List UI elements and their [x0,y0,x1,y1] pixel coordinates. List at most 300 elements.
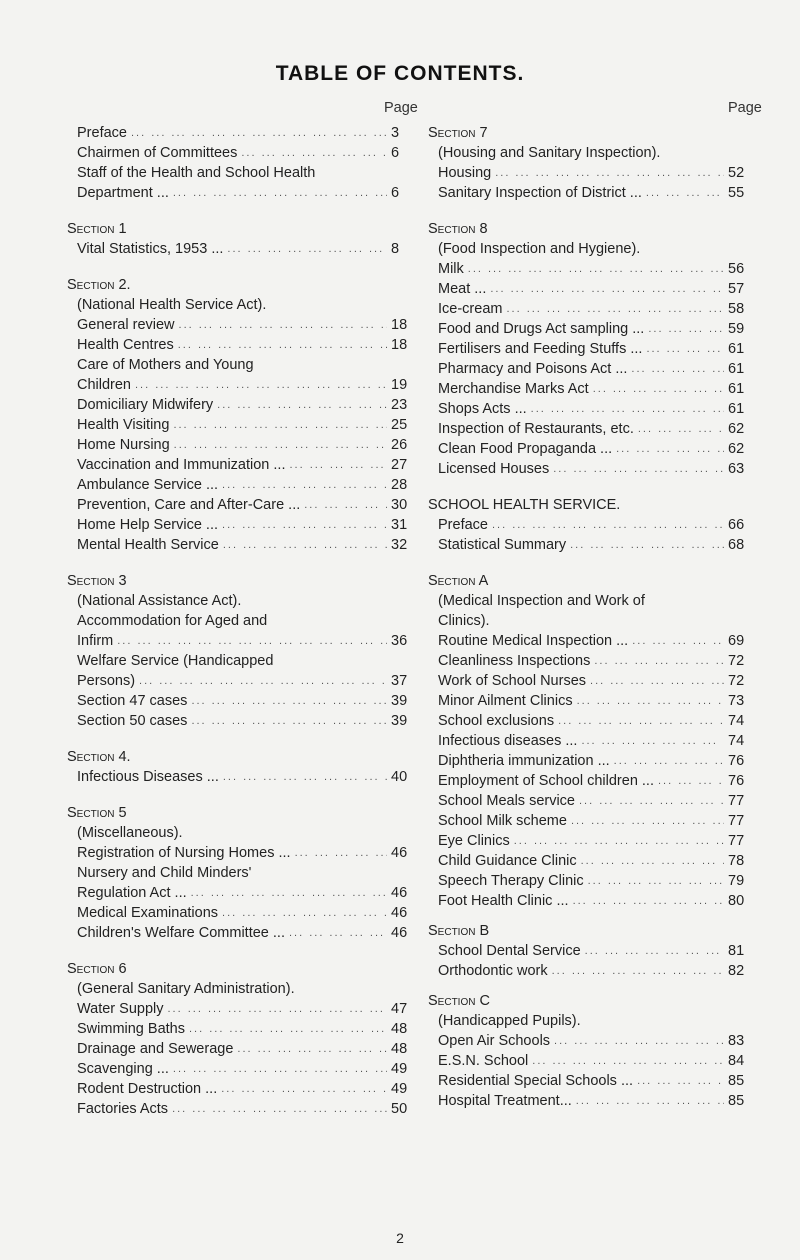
toc-entry-label: Food and Drugs Act sampling ... [438,321,645,337]
dot-leader [178,335,387,355]
dot-leader [174,435,387,455]
toc-entry[interactable] [428,1071,754,1091]
section-heading: Section 3 [67,573,127,589]
toc-left-column [67,123,417,1119]
toc-entry[interactable] [428,811,754,831]
toc-entry[interactable] [428,651,754,671]
toc-entry-page: 76 [728,773,745,789]
toc-entry-page: 36 [391,633,408,649]
toc-entry-page: 76 [728,753,745,769]
section-heading: Section 4. [67,749,131,765]
toc-entry-label: Fertilisers and Feeding Stuffs ... [438,341,643,357]
toc-entry[interactable] [428,459,754,479]
toc-entry-page: 18 [391,317,408,333]
toc-entry-page: 27 [391,457,408,473]
dot-leader [289,455,387,475]
toc-entry[interactable] [67,475,417,495]
toc-entry-label: Sanitary Inspection of District ... [438,185,642,201]
dot-leader [304,495,387,515]
spacer [67,555,417,571]
toc-entry-label: Hospital Treatment... [438,1093,572,1109]
dot-leader [191,711,387,731]
dot-leader [585,941,724,961]
dot-leader [222,903,387,923]
toc-entry-page: 72 [728,673,745,689]
toc-entry-page: 46 [391,845,408,861]
toc-entry-label: Health Visiting [77,417,170,433]
toc-entry-page: 3 [391,125,400,141]
toc-entry-label: Meat ... [438,281,487,297]
toc-entry-page: 52 [728,165,745,181]
toc-entry[interactable] [428,419,754,439]
toc-entry-label: Children's Welfare Committee ... [77,925,285,941]
dot-leader [576,1091,724,1111]
toc-entry[interactable] [67,315,417,335]
toc-entry[interactable] [428,691,754,711]
dot-leader [237,1039,387,1059]
toc-entry-label: Home Help Service ... [77,517,219,533]
toc-entry[interactable] [428,961,754,981]
toc-entry[interactable] [67,1059,417,1079]
toc-entry[interactable] [428,771,754,791]
dot-leader [658,771,724,791]
toc-entry[interactable] [428,631,754,651]
toc-subheading: Staff of the Health and School Health [77,165,316,181]
toc-entry[interactable] [67,767,417,787]
dot-leader [590,671,724,691]
toc-entry-page: 39 [391,693,408,709]
spacer [428,555,754,571]
toc-entry-page: 46 [391,885,408,901]
toc-entry-page: 74 [728,733,745,749]
toc-entry[interactable] [67,375,417,395]
dot-leader [614,751,724,771]
toc-entry-label: Health Centres [77,337,174,353]
toc-entry[interactable] [428,379,754,399]
section-heading: Section 8 [428,221,488,237]
dot-leader [573,891,724,911]
dot-leader [173,183,387,203]
toc-entry-label: Employment of School children ... [438,773,654,789]
dot-leader [648,319,724,339]
toc-entry-label: Diphtheria immunization ... [438,753,610,769]
toc-entry-label: E.S.N. School [438,1053,529,1069]
toc-entry[interactable] [67,435,417,455]
toc-entry-page: 8 [391,241,400,257]
toc-entry-label: Department ... [77,185,169,201]
toc-entry-label: Preface [77,125,127,141]
section-heading: Section 1 [67,221,127,237]
toc-entry-label: Eye Clinics [438,833,510,849]
toc-entry-label: Minor Ailment Clinics [438,693,573,709]
toc-entry-label: Open Air Schools [438,1033,551,1049]
toc-entry-page: 85 [728,1093,745,1109]
dot-leader [514,831,724,851]
toc-entry-label: Factories Acts [77,1101,169,1117]
toc-entry[interactable] [67,239,417,259]
part-heading: SCHOOL HEALTH SERVICE. [428,497,621,513]
dot-leader [223,535,387,555]
toc-subheading: Clinics). [438,613,490,629]
toc-entry[interactable] [67,535,417,555]
dot-leader [179,315,387,335]
toc-entry-page: 31 [391,517,408,533]
toc-entry-page: 74 [728,713,745,729]
section-heading: Section 5 [67,805,127,821]
toc-entry-label: Clean Food Propaganda ... [438,441,613,457]
toc-subheading: Care of Mothers and Young [77,357,254,373]
toc-entry-page: 56 [728,261,745,277]
spacer [428,981,754,991]
toc-entry-page: 47 [391,1001,408,1017]
toc-entry[interactable] [428,183,754,203]
toc-entry-label: Orthodontic work [438,963,548,979]
toc-entry-label: Section 47 cases [77,693,188,709]
toc-entry-page: 48 [391,1041,408,1057]
toc-entry-page: 18 [391,337,408,353]
toc-entry[interactable] [428,299,754,319]
toc-entry-page: 19 [391,377,408,393]
dot-leader [637,1071,724,1091]
toc-entry-page: 83 [728,1033,745,1049]
toc-entry-label: Foot Health Clinic ... [438,893,569,909]
dot-leader [289,923,387,943]
toc-subheading: Accommodation for Aged and [77,613,268,629]
right-page-column-header: Page [728,100,762,116]
toc-subheading: (National Health Service Act). [77,297,267,313]
dot-leader [168,999,388,1019]
toc-subheading: (Miscellaneous). [77,825,183,841]
dot-leader [581,851,724,871]
dot-leader [588,871,724,891]
toc-entry-label: Scavenging ... [77,1061,169,1077]
dot-leader [135,375,387,395]
toc-entry-page: 77 [728,793,745,809]
toc-entry-page: 59 [728,321,745,337]
dot-leader [570,535,724,555]
toc-entry[interactable] [428,1031,754,1051]
dot-leader [631,359,724,379]
dot-leader [241,143,387,163]
section-heading: Section A [428,573,489,589]
toc-entry[interactable] [428,751,754,771]
toc-entry-label: School Milk scheme [438,813,567,829]
toc-entry-label: Water Supply [77,1001,164,1017]
toc-entry-page: 25 [391,417,408,433]
dot-leader [189,1019,387,1039]
toc-entry[interactable] [67,883,417,903]
toc-entry-page: 40 [391,769,408,785]
toc-entry-label: Vital Statistics, 1953 ... [77,241,224,257]
spacer [67,259,417,275]
toc-entry-label: School exclusions [438,713,555,729]
toc-entry[interactable] [67,455,417,475]
toc-entry[interactable] [428,1051,754,1071]
section-heading: Section 7 [428,125,488,141]
toc-entry[interactable] [428,163,754,183]
toc-entry-label: Merchandise Marks Act [438,381,589,397]
dot-leader [227,239,387,259]
toc-entry-label: Persons) [77,673,136,689]
toc-entry-page: 84 [728,1053,745,1069]
toc-right-column [428,123,754,1111]
toc-entry-label: Drainage and Sewerage [77,1041,234,1057]
dot-leader [532,1051,724,1071]
dot-leader [217,395,387,415]
dot-leader [554,1031,724,1051]
spacer [428,911,754,921]
spacer [67,203,417,219]
toc-entry-page: 46 [391,905,408,921]
toc-entry-label: Statistical Summary [438,537,567,553]
toc-entry[interactable] [428,831,754,851]
dot-leader [594,651,724,671]
toc-entry-label: Medical Examinations [77,905,219,921]
toc-entry-label: Residential Special Schools ... [438,1073,634,1089]
toc-entry-label: Work of School Nurses [438,673,587,689]
dot-leader [221,1079,387,1099]
toc-entry-page: 6 [391,185,400,201]
dot-leader [131,123,387,143]
toc-entry-label: Swimming Baths [77,1021,185,1037]
toc-subheading: (Food Inspection and Hygiene). [438,241,641,257]
dot-leader [495,163,724,183]
dot-leader [558,711,724,731]
toc-entry[interactable] [67,691,417,711]
toc-entry[interactable] [428,671,754,691]
toc-entry-label: Infirm [77,633,114,649]
dot-leader [553,459,724,479]
toc-entry[interactable] [428,791,754,811]
page-number: 2 [396,1230,404,1246]
toc-entry[interactable] [428,515,754,535]
toc-entry-label: General review [77,317,175,333]
toc-entry[interactable] [67,923,417,943]
toc-entry[interactable] [428,319,754,339]
toc-entry[interactable] [428,359,754,379]
dot-leader [506,299,724,319]
toc-entry[interactable] [67,495,417,515]
toc-entry-label: Chairmen of Committees [77,145,238,161]
dot-leader [295,843,387,863]
toc-entry-label: Licensed Houses [438,461,550,477]
toc-entry-page: 68 [728,537,745,553]
toc-entry-page: 48 [391,1021,408,1037]
toc-entry[interactable] [67,1019,417,1039]
toc-entry-label: Mental Health Service [77,537,219,553]
toc-entry[interactable] [67,1039,417,1059]
toc-entry[interactable] [428,259,754,279]
toc-entry-label: Domiciliary Midwifery [77,397,214,413]
toc-subheading: (Medical Inspection and Work of [438,593,645,609]
toc-entry-page: 50 [391,1101,408,1117]
toc-entry[interactable] [428,279,754,299]
toc-entry-label: Shops Acts ... [438,401,527,417]
left-page-column-header: Page [384,100,418,116]
toc-entry[interactable] [67,631,417,651]
toc-entry-page: 58 [728,301,745,317]
toc-entry-page: 39 [391,713,408,729]
dot-leader [222,515,387,535]
toc-entry[interactable] [67,123,417,143]
toc-entry[interactable] [67,671,417,691]
toc-entry-label: Regulation Act ... [77,885,187,901]
toc-entry-page: 55 [728,185,745,201]
dot-leader [577,691,724,711]
toc-entry-page: 62 [728,421,745,437]
toc-entry-page: 61 [728,381,745,397]
page-title: TABLE OF CONTENTS. [275,62,525,85]
toc-entry-label: Milk [438,261,464,277]
toc-entry-page: 66 [728,517,745,533]
toc-entry-page: 32 [391,537,408,553]
toc-entry-page: 26 [391,437,408,453]
toc-entry-label: Routine Medical Inspection ... [438,633,629,649]
toc-entry-label: Speech Therapy Clinic [438,873,584,889]
toc-entry-label: Pharmacy and Poisons Act ... [438,361,628,377]
toc-entry-label: Infectious diseases ... [438,733,578,749]
toc-entry-page: 37 [391,673,408,689]
toc-entry-page: 79 [728,873,745,889]
toc-entry-page: 80 [728,893,745,909]
toc-entry-label: Prevention, Care and After-Care ... [77,497,301,513]
dot-leader [581,731,724,751]
dot-leader [139,671,387,691]
dot-leader [492,515,724,535]
toc-entry-label: Rodent Destruction ... [77,1081,218,1097]
toc-entry-label: Children [77,377,131,393]
toc-entry-page: 28 [391,477,408,493]
toc-entry-label: Home Nursing [77,437,170,453]
toc-entry-page: 30 [391,497,408,513]
dot-leader [223,767,387,787]
toc-entry[interactable] [428,851,754,871]
spacer [67,943,417,959]
toc-entry-label: Registration of Nursing Homes ... [77,845,291,861]
dot-leader [191,883,387,903]
toc-entry-page: 61 [728,401,745,417]
dot-leader [173,1059,387,1079]
toc-entry-page: 81 [728,943,745,959]
dot-leader [531,399,724,419]
toc-entry-page: 62 [728,441,745,457]
toc-entry-page: 49 [391,1081,408,1097]
toc-subheading: (General Sanitary Administration). [77,981,295,997]
toc-entry-page: 46 [391,925,408,941]
toc-entry-label: Vaccination and Immunization ... [77,457,286,473]
toc-entry[interactable] [67,903,417,923]
dot-leader [468,259,724,279]
toc-entry-page: 6 [391,145,400,161]
toc-entry-label: School Dental Service [438,943,581,959]
toc-entry-label: Housing [438,165,492,181]
dot-leader [571,811,724,831]
dot-leader [173,415,387,435]
toc-entry[interactable] [428,941,754,961]
toc-entry-page: 57 [728,281,745,297]
toc-entry-page: 85 [728,1073,745,1089]
toc-entry-page: 73 [728,693,745,709]
toc-entry-label: Inspection of Restaurants, etc. [438,421,634,437]
toc-entry[interactable] [428,399,754,419]
toc-entry[interactable] [67,143,417,163]
spacer [67,787,417,803]
toc-entry-label: School Meals service [438,793,575,809]
dot-leader [117,631,387,651]
toc-entry-page: 69 [728,633,745,649]
toc-subheading: Welfare Service (Handicapped [77,653,274,669]
toc-entry[interactable] [67,1099,417,1119]
toc-entry-page: 77 [728,833,745,849]
toc-entry-label: Ambulance Service ... [77,477,219,493]
dot-leader [593,379,724,399]
toc-entry-page: 72 [728,653,745,669]
section-heading: Section C [428,993,490,1009]
toc-entry[interactable] [67,415,417,435]
toc-entry[interactable] [67,1079,417,1099]
section-heading: Section B [428,923,490,939]
toc-subheading: (Housing and Sanitary Inspection). [438,145,661,161]
toc-entry-page: 77 [728,813,745,829]
toc-entry-label: Preface [438,517,488,533]
dot-leader [552,961,724,981]
toc-entry[interactable] [67,183,417,203]
toc-entry-page: 49 [391,1061,408,1077]
dot-leader [191,691,387,711]
dot-leader [646,183,724,203]
toc-entry[interactable] [428,535,754,555]
toc-entry[interactable] [428,339,754,359]
dot-leader [616,439,724,459]
toc-entry-label: Cleanliness Inspections [438,653,591,669]
dot-leader [490,279,724,299]
toc-entry-page: 61 [728,361,745,377]
toc-entry-label: Child Guidance Clinic [438,853,577,869]
dot-leader [646,339,724,359]
toc-entry-label: Section 50 cases [77,713,188,729]
spacer [428,203,754,219]
toc-entry[interactable] [428,1091,754,1111]
toc-entry-page: 78 [728,853,745,869]
toc-entry[interactable] [67,335,417,355]
toc-entry-page: 63 [728,461,745,477]
section-heading: Section 6 [67,961,127,977]
section-heading: Section 2. [67,277,131,293]
toc-entry[interactable] [428,871,754,891]
toc-entry[interactable] [428,711,754,731]
dot-leader [632,631,724,651]
spacer [428,479,754,495]
dot-leader [172,1099,387,1119]
toc-subheading: (Handicapped Pupils). [438,1013,581,1029]
toc-entry[interactable] [67,843,417,863]
dot-leader [222,475,387,495]
dot-leader [579,791,724,811]
toc-subheading: (National Assistance Act). [77,593,242,609]
toc-entry[interactable] [428,439,754,459]
toc-entry[interactable] [67,395,417,415]
toc-subheading: Nursery and Child Minders' [77,865,252,881]
toc-entry-label: Infectious Diseases ... [77,769,219,785]
toc-entry-page: 23 [391,397,408,413]
toc-entry-page: 61 [728,341,745,357]
toc-entry[interactable] [67,515,417,535]
toc-entry[interactable] [428,731,754,751]
toc-entry[interactable] [67,711,417,731]
spacer [67,731,417,747]
toc-entry[interactable] [428,891,754,911]
toc-entry[interactable] [67,999,417,1019]
